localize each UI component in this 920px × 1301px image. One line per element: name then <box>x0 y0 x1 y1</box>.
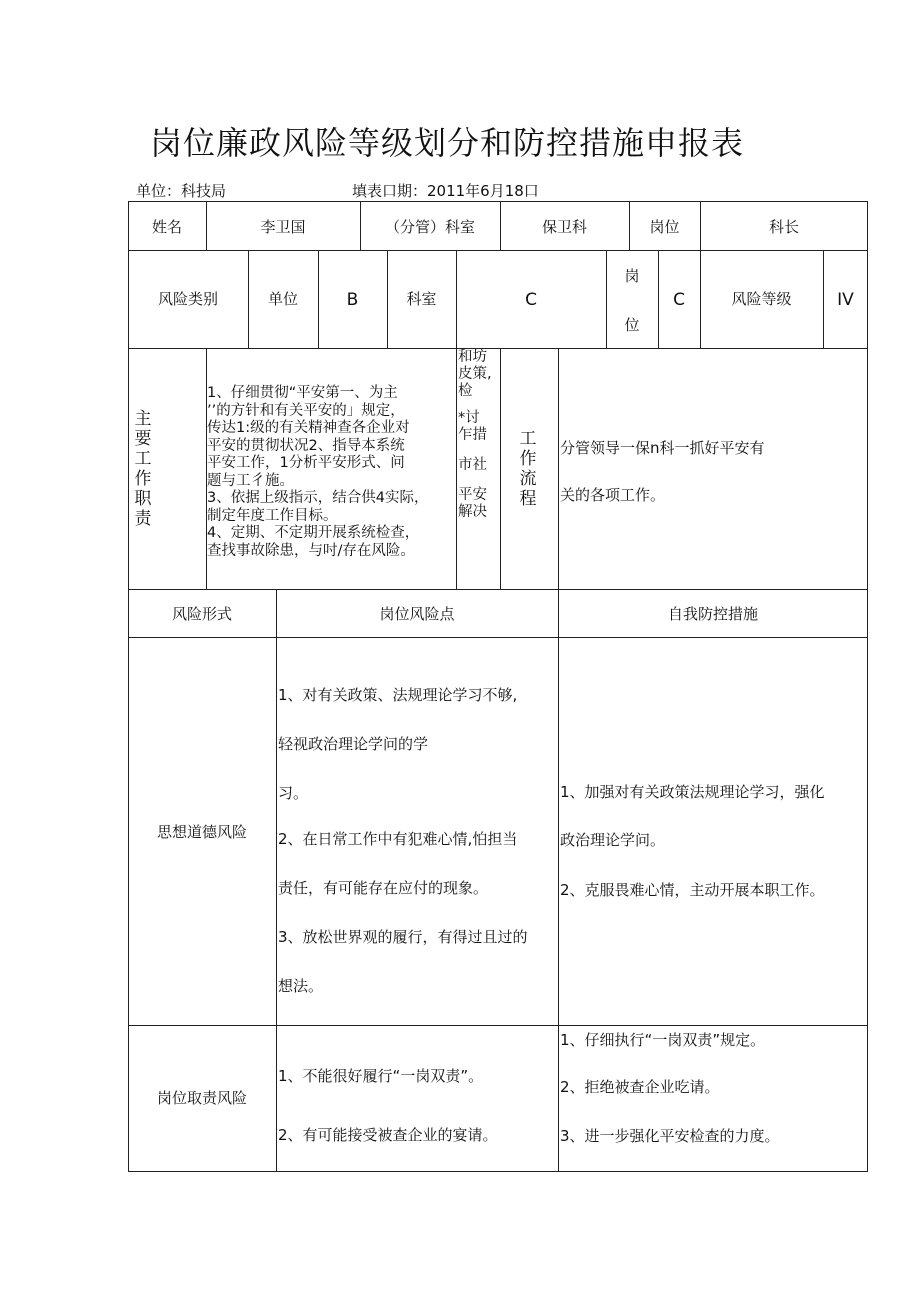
post-value: 科长 <box>768 218 799 236</box>
risk-form-duty: 岗位取责风险 <box>156 1089 247 1107</box>
risk-point-line: 2、在日常工作中有犯难心情,怕担当 <box>278 830 518 848</box>
work-flow-label: 工作流程 <box>519 429 537 509</box>
duty-line: 4、定期、不定期开展系统检查， <box>207 525 420 541</box>
duty-line: 题与工彳施。 <box>207 472 294 489</box>
duty-line: 传达1:级的有关精神查各企业对 <box>207 420 410 436</box>
post-grade-value: C <box>673 290 685 310</box>
risk-point-header: 岗位风险点 <box>379 605 455 623</box>
measure-line: 3、进一步强化平安检查的力度。 <box>560 1127 780 1145</box>
unit-grade-value: B <box>346 290 359 310</box>
flow-line: 分管领导一保n科一抓好平安有 <box>560 439 765 457</box>
main-duties-label: 主要工作职责 <box>134 409 152 529</box>
unit-label: 单位：科技局 <box>136 182 227 200</box>
duty-line: 平安的贯彻状况2、指导本系统 <box>207 437 405 454</box>
risk-point-line: 2、有可能接受被查企业的宴请。 <box>278 1126 498 1144</box>
side-line: 乍措 <box>458 427 487 443</box>
dept-grade-value: C <box>525 290 537 310</box>
dept-label: （分管）科室 <box>384 218 475 236</box>
measure-line: 政治理论学问。 <box>560 831 666 849</box>
side-line: *讨 <box>458 410 480 426</box>
risk-form-ideology: 思想道德风险 <box>156 823 247 841</box>
measure-line: 2、克服畏难心情，主动开展本职工作。 <box>560 881 825 899</box>
measure-line: 1、加强对有关政策法规理论学习，强化 <box>560 783 825 801</box>
risk-point-line: 1、对有关政策、法规理论学习不够, <box>278 686 518 704</box>
side-line: 检 <box>458 383 473 399</box>
risk-point-line: 1、不能很好履行“一岗双责”。 <box>278 1067 484 1085</box>
risk-point-line: 责任，有可能存在应付的现象。 <box>278 879 489 897</box>
name-value: 李卫国 <box>260 218 306 236</box>
name-label: 姓名 <box>151 218 182 236</box>
measure-line: 2、拒绝被查企业吃请。 <box>560 1078 720 1096</box>
risk-level-value: IV <box>837 290 854 310</box>
side-line: 平安 <box>458 487 487 503</box>
post-grade-label-top: 岗 <box>624 267 640 285</box>
duty-line: 3、依据上级指示，结合供4实际， <box>207 490 429 506</box>
measure-line: 1、仔细执行“一岗双责”规定。 <box>560 1031 766 1049</box>
side-line: 市社 <box>458 457 487 473</box>
risk-form-header: 风险形式 <box>171 605 232 623</box>
risk-point-line: 轻视政治理论学问的学 <box>278 735 429 753</box>
side-line: 皮策, <box>458 366 492 382</box>
dept-grade-label: 科室 <box>406 290 437 308</box>
unit-grade-label: 单位 <box>267 290 298 308</box>
duty-line: 1、仔细贯彻“平安第一、为主 <box>207 385 398 401</box>
flow-line: 关的各项工作。 <box>560 486 666 504</box>
duty-line: 平安工作，1分析平安形式、问 <box>207 455 405 471</box>
side-line: 解决 <box>458 504 487 520</box>
duty-line: ’’的方针和有关平安的」规定， <box>207 402 405 419</box>
risk-point-line: 3、放松世界观的履行，有得过且过的 <box>278 928 528 946</box>
prevention-measure-header: 自我防控措施 <box>667 605 758 623</box>
declaration-table <box>128 201 868 1172</box>
risk-level-label: 风险等级 <box>731 290 792 308</box>
duties-side-text <box>458 349 498 521</box>
fill-date: 填表口期：2011年6月18口 <box>352 182 539 200</box>
risk-point-line: 想法。 <box>278 977 324 995</box>
duties-text <box>207 385 428 560</box>
duty-line: 制定年度工作目标。 <box>207 507 338 524</box>
post-grade-label-bottom: 位 <box>624 316 640 334</box>
risk-point-line: 习。 <box>278 784 309 802</box>
side-line: 和坊 <box>458 349 487 365</box>
dept-value: 保卫科 <box>541 218 587 236</box>
form-title: 岗位廉政风险等级划分和防控措施申报表 <box>150 124 745 162</box>
post-label: 岗位 <box>649 218 680 236</box>
risk-category-label: 风险类别 <box>157 290 218 308</box>
duty-line: 查找事故除患，与吋/存在风险。 <box>207 542 415 559</box>
